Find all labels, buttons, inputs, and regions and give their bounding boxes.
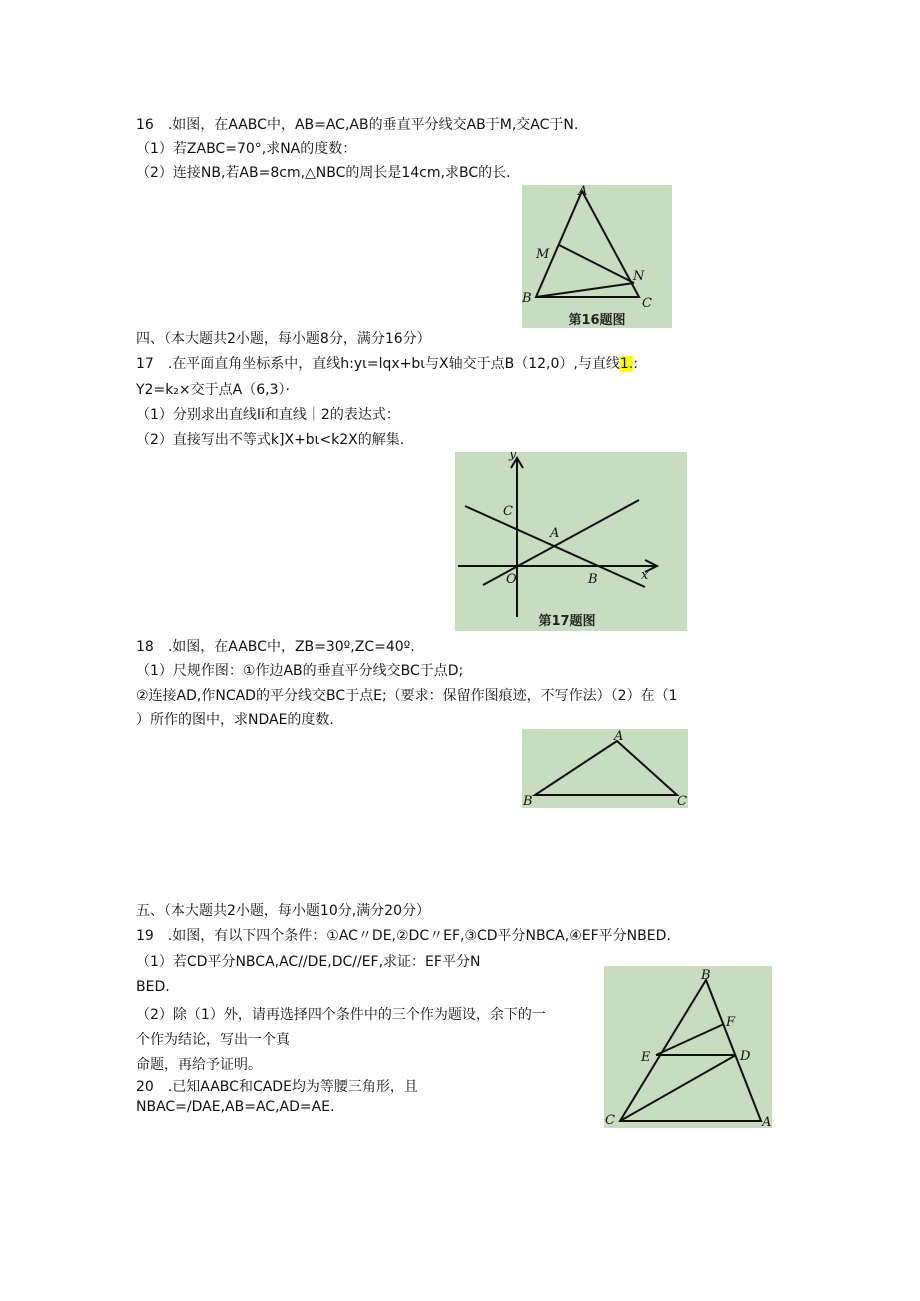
q19-part1: （1）若CD平分NBCA,AC//DE,DC//EF,求证：EF平分N: [136, 954, 481, 970]
section4-heading: 四、（本大题共2小题，每小题8分，满分16分）: [136, 331, 431, 347]
q17-stem: [136, 355, 638, 373]
section5-heading: 五、（本大题共2小题，每小题10分,满分20分）: [136, 903, 430, 919]
q19-part2-end: 命题，再给予证明。: [136, 1057, 262, 1073]
q17-stem-highlight: 1.: [619, 356, 634, 372]
q18-label-a: A: [614, 729, 624, 744]
q17-stem-line2: Y2=k₂×交于点A（6,3）·: [136, 382, 290, 398]
q17-label-a: A: [550, 526, 560, 541]
q17-part1: （1）分别求出直线Ii和直线｜2的表达式：: [136, 407, 400, 423]
q17-label-x: x: [641, 568, 649, 583]
q18-part1: （1）尺规作图：①作边AB的垂直平分线交BC于点D;: [136, 663, 464, 679]
q19-label-e: E: [641, 1050, 651, 1065]
q17-label-c: C: [503, 504, 513, 519]
q16-label-m: M: [536, 247, 550, 262]
q17-figure: [455, 452, 687, 631]
q18-part2: ）所作的图中，求NDAE的度数.: [136, 712, 334, 728]
q19-label-a: A: [762, 1115, 772, 1128]
q18-figure: [522, 729, 688, 808]
q19-stem: 19 .如图，有以下四个条件：①AC〃DE,②DC〃EF,③CD平分NBCA,④EF平分NBED.: [136, 928, 671, 944]
q19-figure: [604, 966, 772, 1128]
q17-part2: （2）直接写出不等式k]X+bι<k2X的解集.: [136, 432, 405, 448]
q16-stem: 16 .如图，在AABC中，AB=AC,AB的垂直平分线交AB于M,交AC于N.: [136, 117, 579, 133]
q18-label-c: C: [677, 794, 687, 808]
q20-stem-line2: NBAC=∕DAE,AB=AC,AD=AE.: [136, 1099, 335, 1115]
q16-label-b: B: [522, 291, 532, 306]
q19-label-c: C: [605, 1113, 615, 1128]
q17-caption: 第17题图: [538, 614, 596, 629]
q19-label-b: B: [701, 968, 711, 983]
q18-stem: 18 .如图，在AABC中，ZB=30º,ZC=40º.: [136, 639, 415, 655]
q16-label-a: A: [578, 185, 588, 199]
q16-label-n: N: [633, 269, 645, 284]
q19-part2: （2）除（1）外，请再选择四个条件中的三个作为题设，余下的一: [136, 1007, 546, 1023]
q19-label-d: D: [740, 1049, 751, 1064]
q17-label-o: O: [506, 572, 517, 587]
q17-label-b: B: [588, 572, 598, 587]
q19-part1-cont: BED.: [136, 979, 170, 995]
q16-part1: （1）若ZABC=70°,求NA的度数：: [136, 141, 357, 157]
q19-part2-cont: 个作为结论，写出一个真: [136, 1032, 290, 1048]
q18-part1-step2: ②连接AD,作NCAD的平分线交BC于点E;（要求：保留作图痕迹，不写作法）（2）在（1: [136, 688, 678, 704]
q17-stem-b: :: [633, 356, 638, 372]
q18-label-b: B: [523, 794, 533, 808]
q17-stem-a: 17 .在平面直角坐标系中，直线h:yι=lqx+bι与X轴交于点B（12,0）,与直线: [136, 356, 620, 372]
q16-figure: [522, 185, 672, 328]
q19-label-f: F: [726, 1015, 736, 1030]
q17-label-y: y: [509, 452, 517, 462]
q16-caption: 第16题图: [568, 313, 626, 328]
q20-stem: 20 .已知AABC和CADE均为等腰三角形，且: [136, 1079, 418, 1095]
q16-label-c: C: [642, 296, 652, 311]
q16-part2: （2）连接NB,若AB=8cm,△NBC的周长是14cm,求BC的长.: [136, 165, 511, 181]
